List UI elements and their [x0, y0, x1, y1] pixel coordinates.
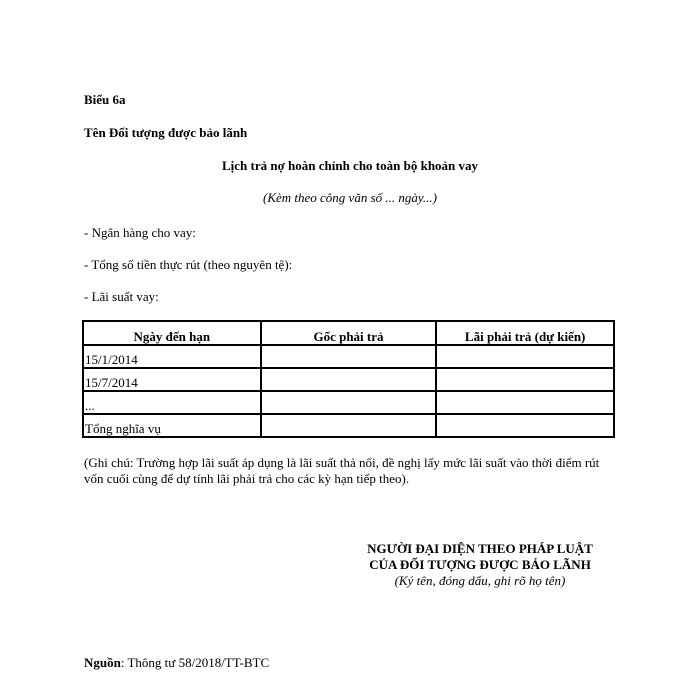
- header-due-date: Ngày đến hạn: [83, 321, 261, 345]
- field-interest-rate: - Lãi suất vay:: [84, 289, 159, 304]
- cell-due-date: 15/7/2014: [83, 368, 261, 391]
- repayment-schedule-table: [82, 320, 615, 438]
- cell-due-date: ...: [83, 391, 261, 414]
- document-subtitle: (Kèm theo công văn số ... ngày...): [262, 190, 438, 205]
- field-total-withdrawn: - Tổng số tiền thực rút (theo nguyên tệ):: [84, 257, 293, 272]
- table-row-total: [83, 414, 614, 437]
- cell-interest: [436, 345, 614, 368]
- guaranteed-entity-label: Tên Đối tượng được bảo lãnh: [84, 125, 248, 140]
- document-title: Lịch trả nợ hoàn chỉnh cho toàn bộ khoản vay: [221, 158, 479, 173]
- signature-instruction: (Ký tên, đóng dấu, ghi rõ họ tên): [394, 573, 566, 588]
- cell-due-date: 15/1/2014: [83, 345, 261, 368]
- source-line: [84, 655, 269, 671]
- cell-principal: [261, 368, 437, 391]
- source-label: Nguồn: [84, 655, 121, 670]
- cell-interest: [436, 391, 614, 414]
- field-lending-bank: - Ngân hàng cho vay:: [84, 225, 196, 240]
- note-paragraph: (Ghi chú: Trường hợp lãi suất áp dụng là lãi suất thả nổi, đề nghị lấy mức lãi suất vào thời điểm rút vốn cuối cùng để dự tính lãi phải trả cho các kỳ hạn tiếp theo).: [84, 455, 600, 486]
- cell-principal: [261, 345, 437, 368]
- table-row: [83, 345, 614, 368]
- cell-principal: [261, 391, 437, 414]
- cell-total-interest: [436, 414, 614, 437]
- source-text: : Thông tư 58/2018/TT-BTC: [120, 655, 270, 670]
- cell-total-principal: [261, 414, 437, 437]
- cell-total-label: Tổng nghĩa vụ: [83, 414, 261, 437]
- form-code: Biểu 6a: [84, 92, 126, 107]
- header-principal: Gốc phải trả: [261, 321, 437, 345]
- header-interest: Lãi phải trả (dự kiến): [436, 321, 614, 345]
- table-header-row: [83, 321, 614, 345]
- cell-interest: [436, 368, 614, 391]
- table-row: [83, 391, 614, 414]
- signature-block: [330, 541, 630, 589]
- signature-line-1: NGƯỜI ĐẠI DIỆN THEO PHÁP LUẬT: [367, 541, 593, 556]
- signature-line-2: CỦA ĐỐI TƯỢNG ĐƯỢC BẢO LÃNH: [369, 557, 591, 572]
- table-row: [83, 368, 614, 391]
